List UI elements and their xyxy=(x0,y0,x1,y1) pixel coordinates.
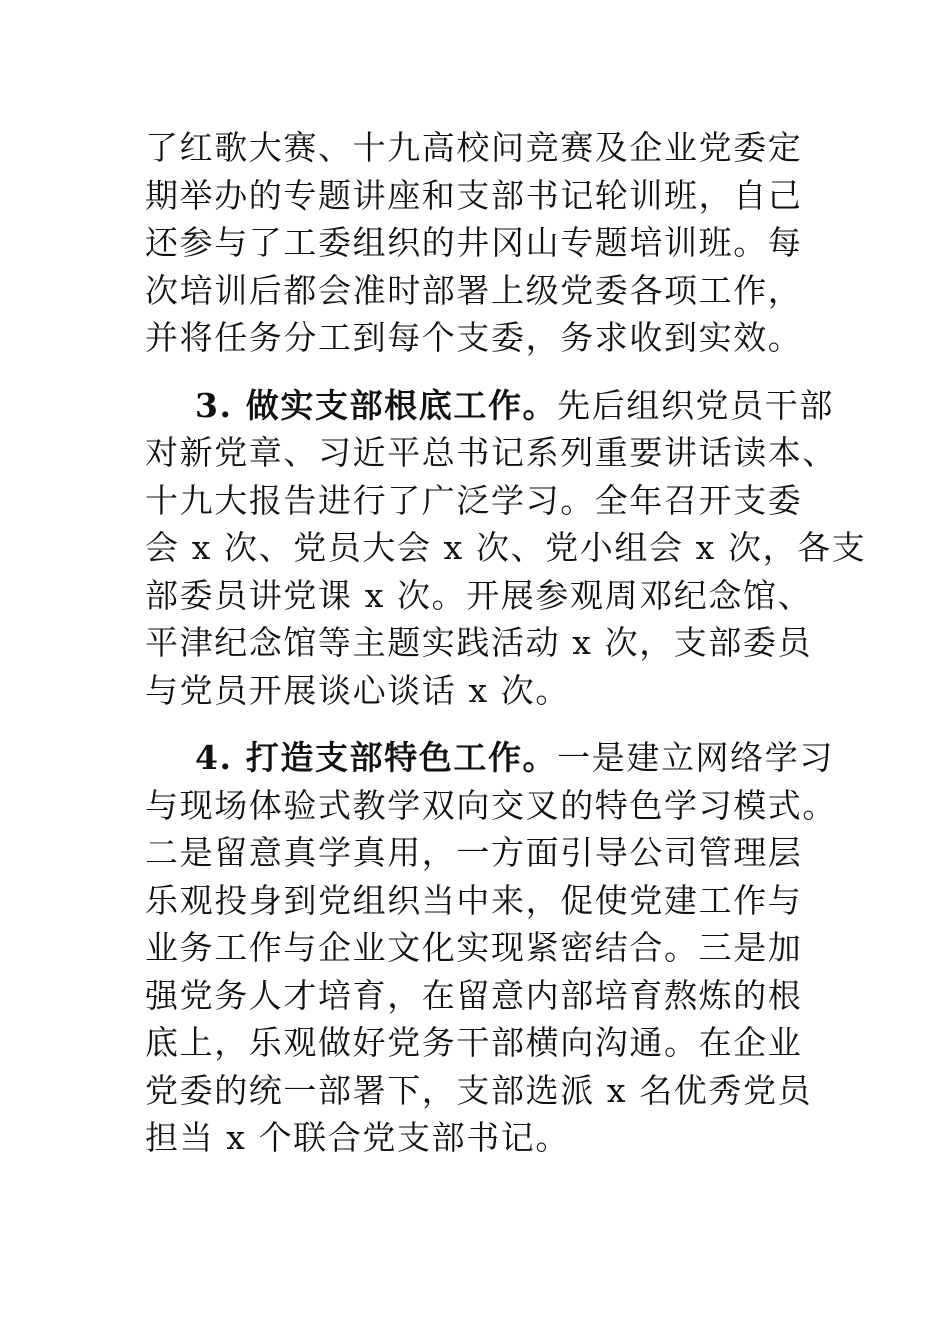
text-line: 对新党章、习近平总书记系列重要讲话读本、 xyxy=(145,433,837,472)
paragraph-1 xyxy=(145,124,810,362)
paragraph-3 xyxy=(145,734,837,1162)
text-line: 乐观投身到党组织当中来，促使党建工作与 xyxy=(145,880,803,920)
paragraph-first-line xyxy=(145,382,834,430)
text-line: 平津纪念馆等主题实践活动 x 次，支部委员 xyxy=(145,623,813,662)
text-line: 十九大报告进行了广泛学习。全年召开支委 xyxy=(145,480,803,520)
paragraph-first-line xyxy=(145,734,834,782)
text-line: 业务工作与企业文化实现紧密结合。三是加 xyxy=(145,928,803,967)
text-line: 党委的统一部署下，支部选派 x 名优秀党员 xyxy=(145,1070,813,1110)
text-line: 底上，乐观做好党务干部横向沟通。在企业 xyxy=(145,1023,803,1062)
text-line: 会 x 次、党员大会 x 次、党小组会 x 次，各支 xyxy=(145,528,867,567)
text-line: 部委员讲党课 x 次。开展参观周邓纪念馆、 xyxy=(145,575,813,615)
text-line: 了红歌大赛、十九高校问竞赛及企业党委定 xyxy=(145,128,803,167)
paragraph-2 xyxy=(145,382,867,715)
text-line: 还参与了工委组织的井冈山专题培训班。每 xyxy=(145,223,803,262)
heading-continuation: 一是建立网络学习 xyxy=(557,738,834,777)
section-heading: 3. 做实支部根底工作。 xyxy=(195,385,558,425)
text-line: 与现场体验式教学双向交叉的特色学习模式。 xyxy=(145,785,837,825)
text-line: 强党务人才培育，在留意内部培育熬炼的根 xyxy=(145,975,803,1015)
text-line: 次培训后都会准时部署上级党委各项工作， xyxy=(145,270,803,310)
text-line: 期举办的专题讲座和支部书记轮训班，自己 xyxy=(145,175,803,215)
document-page xyxy=(145,124,867,1182)
text-line: 担当 x 个联合党支部书记。 xyxy=(145,1118,570,1157)
section-heading: 4. 打造支部特色工作。 xyxy=(195,738,558,777)
text-line: 与党员开展谈心谈话 x 次。 xyxy=(145,670,570,710)
text-line: 并将任务分工到每个支委，务求收到实效。 xyxy=(145,318,803,357)
heading-continuation: 先后组织党员干部 xyxy=(557,385,834,425)
text-line: 二是留意真学真用，一方面引导公司管理层 xyxy=(145,833,803,872)
